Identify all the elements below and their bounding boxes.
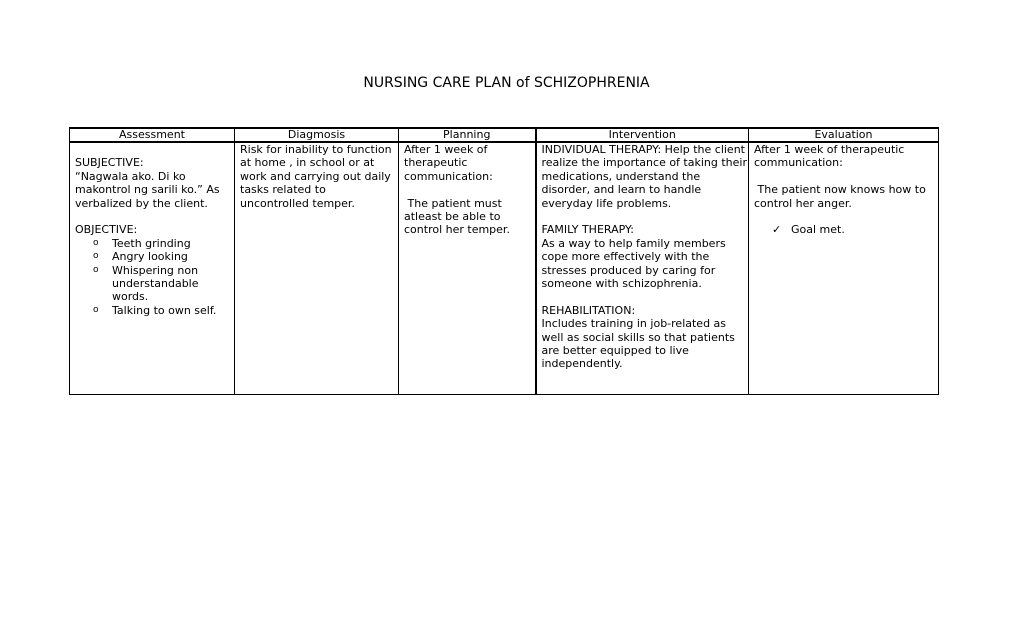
subjective-text: “Nagwala ako. Di ko makontrol ng sarili ko.” As verbalized by the client.	[75, 169, 220, 210]
header-assessment: Assessment	[70, 128, 235, 142]
table-row	[70, 142, 939, 395]
list-item: o Talking to own self.	[93, 303, 217, 317]
header-row	[70, 128, 939, 142]
diagnosis-text: Risk for inability to function at home , in school or at work and carrying out daily tasks related to uncontrolled temper.	[240, 143, 392, 210]
list-item: o Whispering non understandable words.	[93, 263, 199, 304]
table-header	[70, 128, 939, 142]
evaluation-cell	[749, 142, 939, 395]
assessment-cell	[70, 142, 235, 395]
checkmark-icon: ✓	[772, 223, 782, 237]
goal-met-line	[754, 223, 938, 236]
objective-list	[75, 237, 234, 317]
planning-cell	[399, 142, 536, 395]
rehabilitation-label: REHABILITATION:	[541, 303, 636, 317]
header-planning: Planning	[399, 128, 536, 142]
care-plan-table	[69, 127, 939, 395]
evaluation-outcome: The patient now knows how to control her anger.	[754, 183, 930, 210]
family-therapy-label: FAMILY THERAPY:	[541, 223, 634, 237]
individual-therapy-text: INDIVIDUAL THERAPY: Help the client realize the importance of taking their medications, understand the disorder, and learn to handle everyday life problems.	[541, 143, 747, 210]
evaluation-intro: After 1 week of therapeutic communication:	[754, 143, 905, 170]
planning-intro: After 1 week of therapeutic communication:	[404, 143, 493, 183]
intervention-cell	[536, 142, 749, 395]
objective-label: OBJECTIVE:	[75, 223, 138, 237]
document-title: NURSING CARE PLAN of SCHIZOPHRENIA	[363, 75, 650, 91]
bullet-circle-icon: o	[93, 251, 99, 262]
bullet-circle-icon: o	[93, 237, 99, 248]
header-diagnosis: Diagmosis	[235, 128, 399, 142]
goal-met-text: Goal met.	[791, 223, 845, 237]
bullet-circle-icon: o	[93, 304, 99, 315]
planning-goal: The patient must atleast be able to control her temper.	[404, 196, 510, 237]
header-evaluation: Evaluation	[749, 128, 939, 142]
subjective-label: SUBJECTIVE:	[75, 156, 144, 170]
bullet-circle-icon: o	[93, 264, 99, 275]
family-therapy-text: As a way to help family members cope more effectively with the stresses produced by caring for someone with schizophrenia.	[541, 236, 726, 291]
diagnosis-cell	[235, 142, 399, 395]
list-item: o Angry looking	[93, 250, 188, 264]
header-intervention: Intervention	[536, 128, 749, 142]
list-item: o Teeth grinding	[93, 236, 191, 250]
rehabilitation-text: Includes training in job-related as well as social skills so that patients are better equipped to live independently.	[541, 317, 735, 371]
